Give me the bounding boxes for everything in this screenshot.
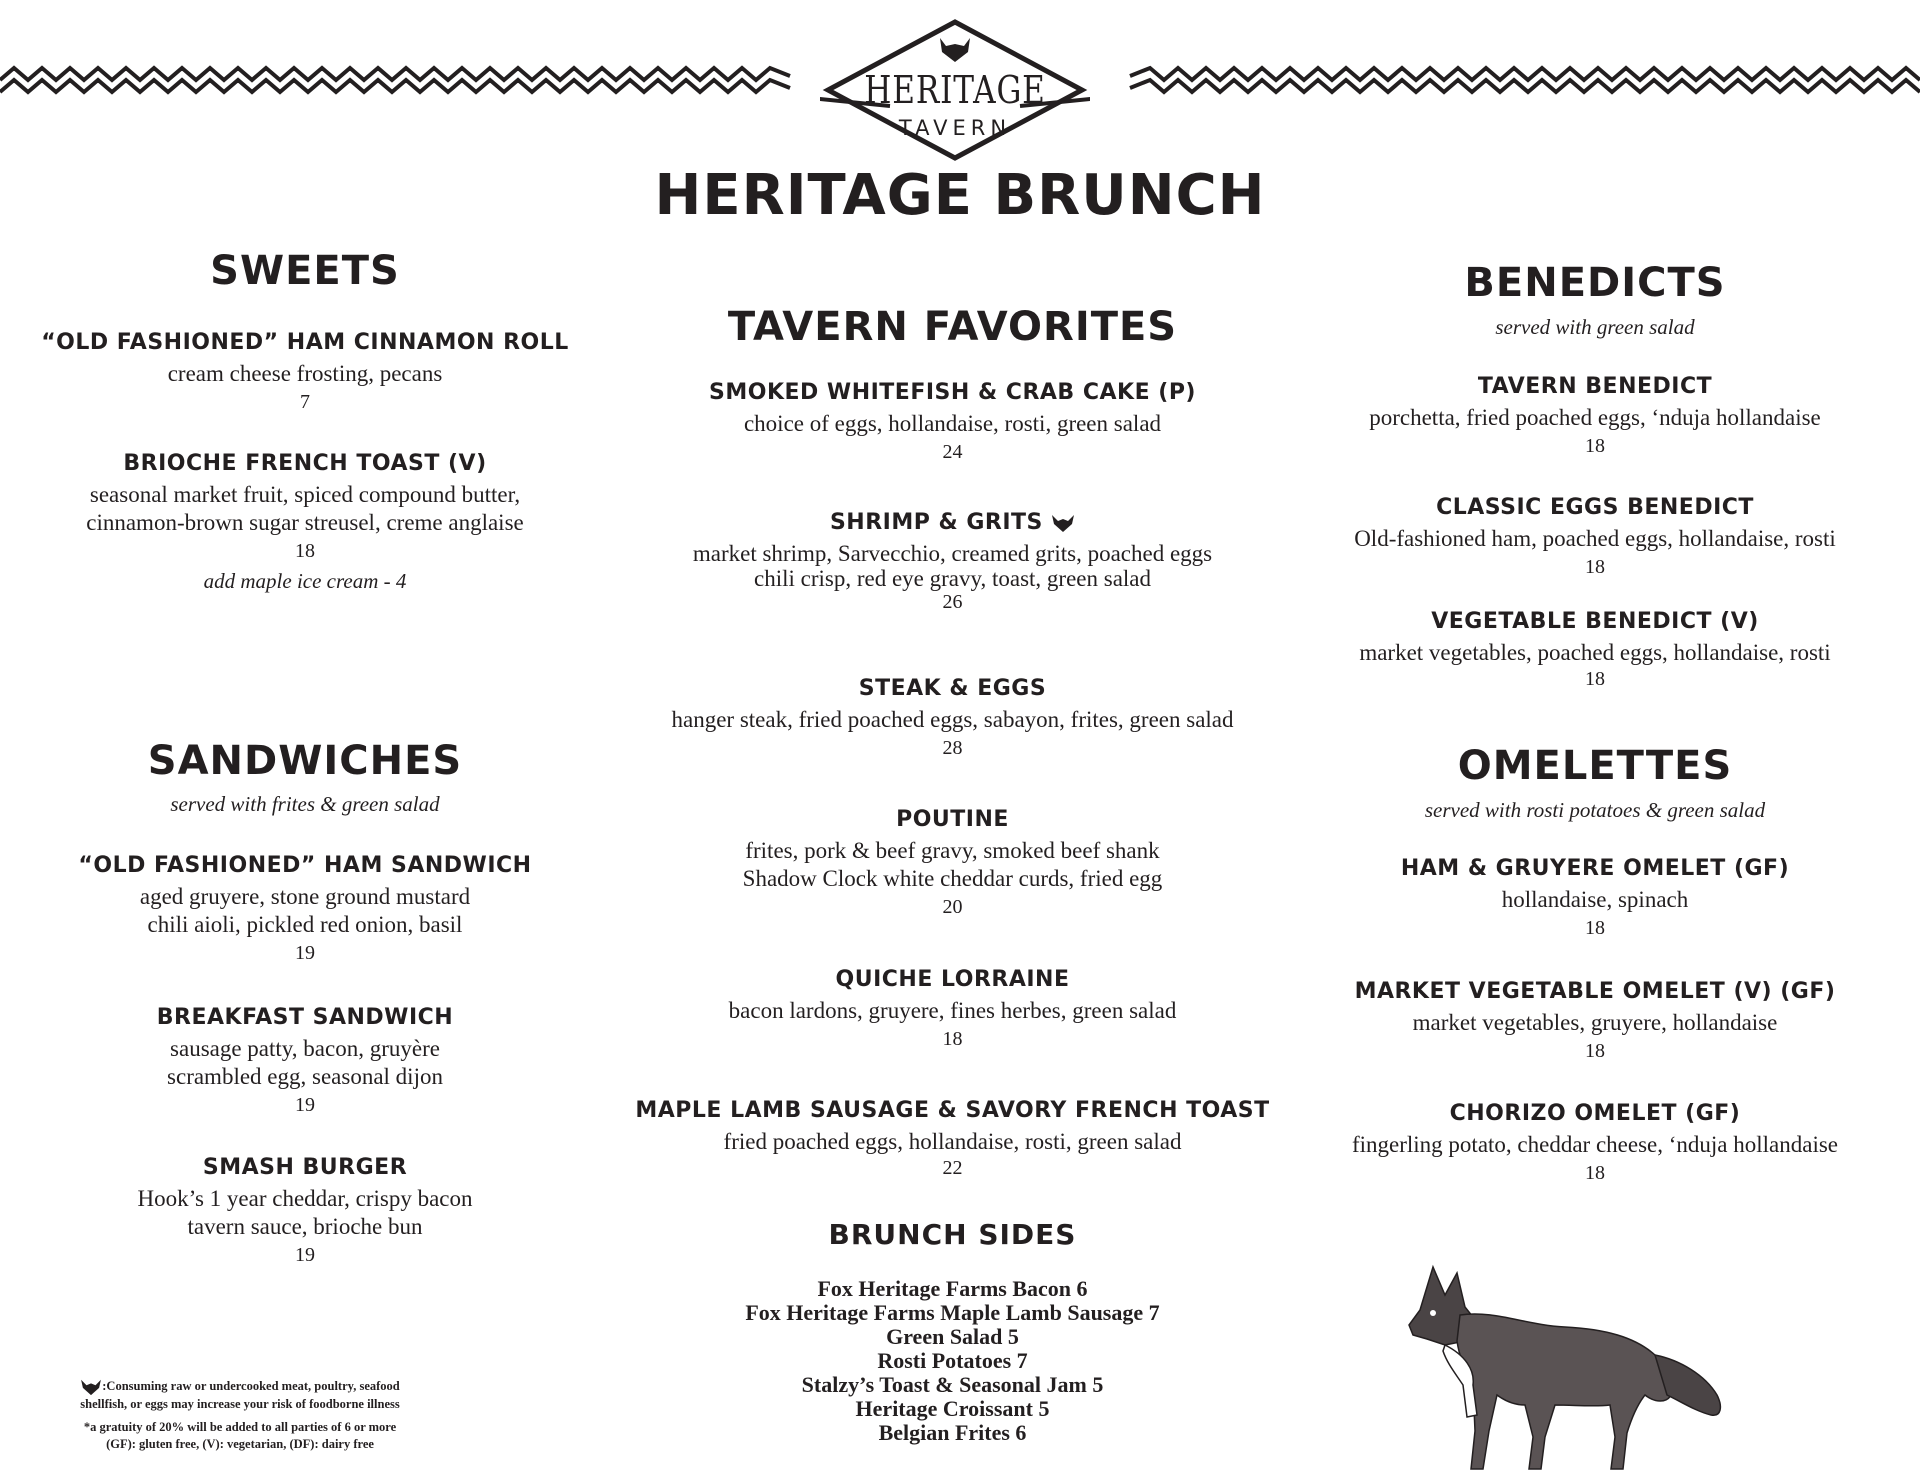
menu-item-classic-eggs-benedict (1320, 493, 1870, 582)
item-desc: bacon lardons, gruyere, fines herbes, green salad (728, 998, 1177, 1023)
item-name: BREAKFAST SANDWICH (156, 1005, 454, 1030)
item-desc: porchetta, fried poached eggs, ‘nduja hollandaise (1369, 405, 1821, 430)
item-name-row (620, 508, 1285, 538)
omelettes-subtitle: served with rosti potatoes & green salad (1424, 798, 1766, 822)
item-desc: aged gruyere, stone ground mustard (139, 884, 471, 909)
item-name: CHORIZO OMELET (GF) (1449, 1101, 1741, 1126)
middle-column (620, 0, 1285, 1484)
menu-item-cinnamon-roll (40, 328, 570, 417)
logo-heritage-text: HERITAGE (864, 68, 1046, 112)
item-name: BRIOCHE FRENCH TOAST (V) (123, 451, 487, 476)
menu-item-quiche-lorraine (620, 965, 1285, 1054)
item-price: 18 (1585, 556, 1605, 578)
item-desc: cinnamon-brown sugar streusel, creme anglaise (86, 510, 524, 535)
item-name: CLASSIC EGGS BENEDICT (1436, 495, 1754, 520)
item-name: SHRIMP & GRITS (829, 510, 1043, 535)
item-desc: frites, pork & beef gravy, smoked beef shank (745, 838, 1160, 863)
item-desc: fingerling potato, cheddar cheese, ‘nduja hollandaise (1351, 1132, 1838, 1157)
menu-item-smash-burger (40, 1153, 570, 1270)
item-price: 24 (942, 441, 963, 463)
list-item: Stalzy’s Toast & Seasonal Jam 5 (801, 1372, 1104, 1397)
menu-item-market-vegetable-omelet (1320, 977, 1870, 1066)
item-desc: Hook’s 1 year cheddar, crispy bacon (137, 1186, 473, 1211)
menu-item-tavern-benedict (1320, 372, 1870, 461)
dietary-legend: (GF): gluten free, (V): vegetarian, (DF): dairy free (106, 1437, 374, 1452)
menu-item-shrimp-grits (620, 508, 1285, 614)
left-column (40, 0, 570, 1484)
menu-item-poutine (620, 805, 1285, 922)
fox-head-icon (1051, 513, 1075, 533)
item-desc: chili aioli, pickled red onion, basil (147, 912, 463, 937)
sweets-heading: SWEETS (210, 248, 400, 294)
menu-item-chorizo-omelet (1320, 1099, 1870, 1188)
list-item: Fox Heritage Farms Maple Lamb Sausage 7 (745, 1300, 1160, 1325)
item-desc: sausage patty, bacon, gruyère (170, 1036, 440, 1061)
benedicts-subtitle: served with green salad (1495, 315, 1695, 339)
item-price: 18 (1585, 1040, 1605, 1062)
item-price: 18 (942, 1028, 963, 1050)
item-price: 18 (1585, 1162, 1605, 1184)
fox-illustration (1405, 1255, 1725, 1480)
item-name: SMOKED WHITEFISH & CRAB CAKE (P) (709, 380, 1196, 405)
item-price: 26 (942, 591, 963, 613)
item-price: 18 (1585, 668, 1605, 690)
fox-head-icon (80, 1378, 102, 1396)
item-name: SMASH BURGER (202, 1155, 408, 1180)
item-desc: Shadow Clock white cheddar curds, fried egg (742, 866, 1163, 891)
item-name: MAPLE LAMB SAUSAGE & SAVORY FRENCH TOAST (635, 1098, 1270, 1123)
item-desc: hollandaise, spinach (1501, 887, 1689, 912)
item-name: STEAK & EGGS (858, 676, 1047, 701)
item-price: 22 (942, 1157, 963, 1179)
menu-item-brioche-french-toast (40, 449, 570, 596)
menu-item-ham-gruyere-omelet (1320, 854, 1870, 943)
item-price: 18 (1585, 435, 1605, 457)
item-desc: choice of eggs, hollandaise, rosti, green salad (743, 411, 1162, 436)
menu-item-breakfast-sandwich (40, 1003, 570, 1120)
footnotes (40, 1378, 440, 1453)
logo-tavern-text: TAVERN (898, 116, 1012, 140)
page-title: HERITAGE BRUNCH (654, 163, 1266, 228)
gratuity-note: *a gratuity of 20% will be added to all parties of 6 or more (83, 1420, 397, 1435)
item-price: 7 (300, 391, 310, 413)
item-name: HAM & GRUYERE OMELET (GF) (1400, 856, 1790, 881)
item-name: “OLD FASHIONED” HAM CINNAMON ROLL (41, 330, 569, 355)
item-price: 28 (942, 737, 963, 759)
raw-warning-line2: shellfish, or eggs may increase your risk of foodborne illness (80, 1397, 400, 1412)
item-name: POUTINE (896, 807, 1009, 832)
menu-item-vegetable-benedict (1320, 607, 1870, 691)
item-desc: fried poached eggs, hollandaise, rosti, green salad (723, 1129, 1182, 1154)
item-desc: cream cheese frosting, pecans (167, 361, 443, 386)
list-item: Heritage Croissant 5 (855, 1396, 1050, 1421)
item-price: 19 (295, 942, 315, 964)
item-desc: chili crisp, red eye gravy, toast, green salad (753, 566, 1152, 591)
item-name: MARKET VEGETABLE OMELET (V) (GF) (1354, 979, 1836, 1004)
menu-item-steak-eggs (620, 674, 1285, 763)
list-item: Belgian Frites 6 (878, 1420, 1027, 1445)
brunch-sides-heading: BRUNCH SIDES (828, 1218, 1077, 1251)
tavern-favorites-heading: TAVERN FAVORITES (727, 304, 1178, 350)
item-price: 18 (1585, 917, 1605, 939)
item-desc: market shrimp, Sarvecchio, creamed grits, poached eggs (692, 541, 1213, 566)
item-price: 19 (295, 1094, 315, 1116)
item-desc: scrambled egg, seasonal dijon (167, 1064, 443, 1089)
item-price: 19 (295, 1244, 315, 1266)
item-desc: market vegetables, poached eggs, hollandaise, rosti (1359, 640, 1831, 665)
item-desc: tavern sauce, brioche bun (187, 1214, 423, 1239)
item-desc: market vegetables, gruyere, hollandaise (1412, 1010, 1778, 1035)
benedicts-heading: BENEDICTS (1464, 260, 1726, 306)
list-item: Green Salad 5 (886, 1324, 1019, 1349)
sandwiches-heading: SANDWICHES (147, 738, 463, 784)
item-price: 20 (942, 896, 963, 918)
raw-warning-line1: :Consuming raw or undercooked meat, poultry, seafood (102, 1379, 400, 1393)
item-name: TAVERN BENEDICT (1477, 374, 1713, 399)
raw-food-warning (40, 1378, 440, 1413)
list-item: Rosti Potatoes 7 (877, 1348, 1028, 1373)
omelettes-heading: OMELETTES (1457, 743, 1733, 789)
item-name: “OLD FASHIONED” HAM SANDWICH (78, 853, 532, 878)
menu-item-ham-sandwich (40, 851, 570, 968)
item-name: QUICHE LORRAINE (835, 967, 1070, 992)
item-price: 18 (295, 540, 315, 562)
item-desc: Old-fashioned ham, poached eggs, hollandaise, rosti (1354, 526, 1836, 551)
menu-item-maple-lamb-sausage (620, 1096, 1285, 1180)
brunch-sides-list (620, 1277, 1285, 1445)
item-addon-note: add maple ice cream - 4 (203, 569, 407, 593)
item-desc: hanger steak, fried poached eggs, sabayon, frites, green salad (671, 707, 1234, 732)
list-item: Fox Heritage Farms Bacon 6 (817, 1276, 1088, 1301)
item-name: VEGETABLE BENEDICT (V) (1431, 609, 1759, 634)
item-desc: seasonal market fruit, spiced compound butter, (89, 482, 521, 507)
menu-item-whitefish-crab-cake (620, 378, 1285, 467)
sandwiches-subtitle: served with frites & green salad (170, 792, 440, 816)
